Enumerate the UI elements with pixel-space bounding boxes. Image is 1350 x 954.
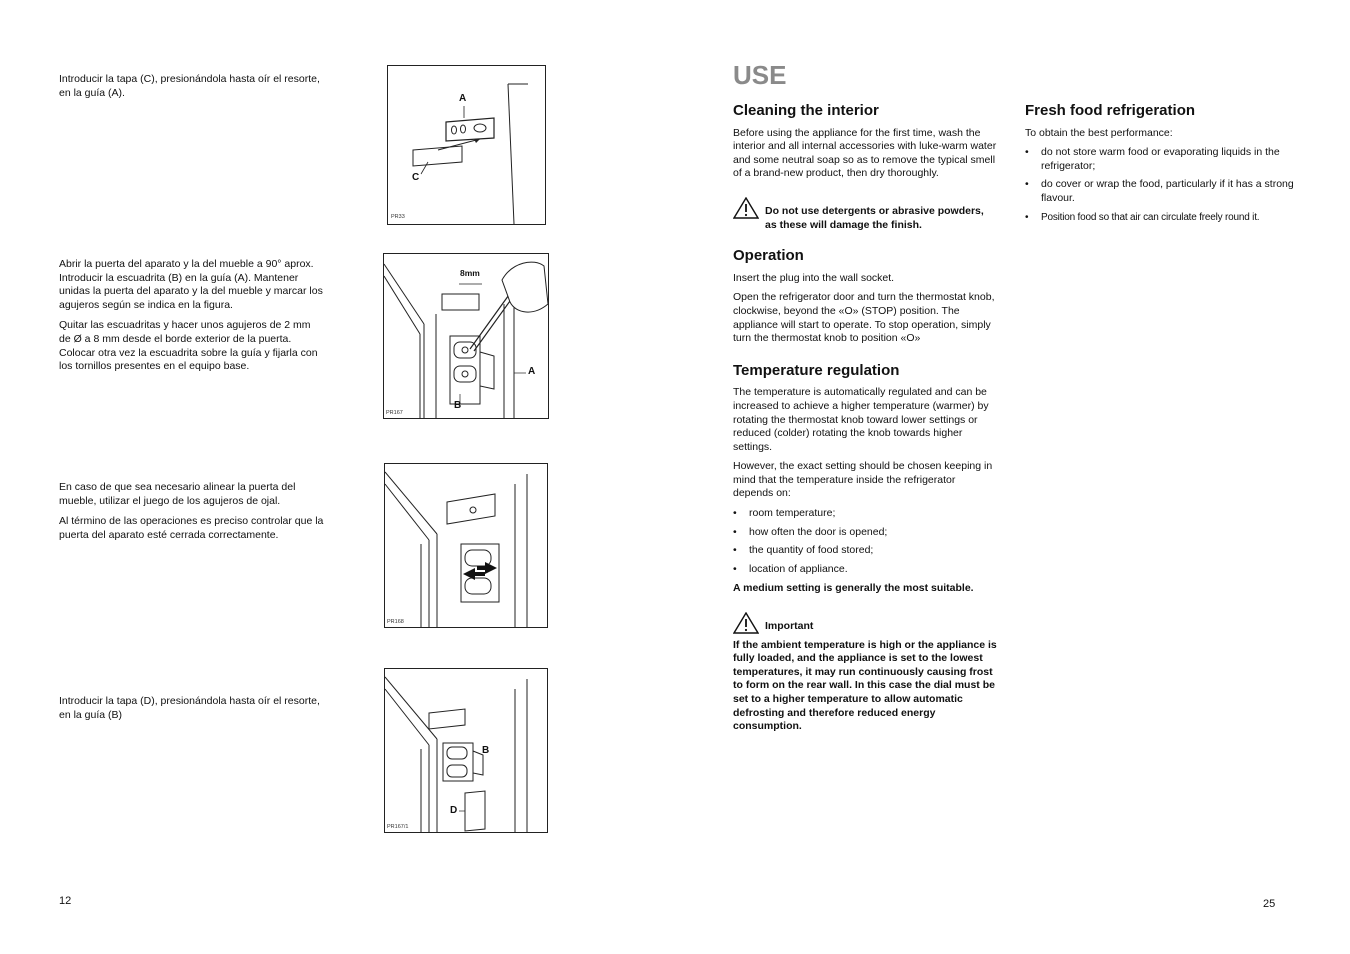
list-item: • the quantity of food stored; (733, 544, 997, 558)
figure-label: A (459, 93, 467, 104)
figure-label: D (450, 805, 458, 816)
instruction-block-2 (59, 258, 324, 381)
important-label: Important (765, 620, 814, 633)
figure-cover-c (387, 65, 546, 225)
heading-operation: Operation (733, 247, 804, 265)
figure-code: PR167/1 (387, 824, 409, 830)
operation-text: Insert the plug into the wall socket. (733, 271, 895, 284)
heading-cleaning: Cleaning the interior (733, 102, 879, 119)
warning-text: Do not use detergents or abrasive powders, as these will damage the finish. (765, 204, 984, 231)
figure-bracket-b (383, 253, 549, 419)
instruction-block-1 (59, 73, 324, 107)
fresh-food-list (1025, 146, 1295, 224)
warning-icon (733, 612, 759, 634)
temperature-factors-list (733, 507, 997, 576)
figure-code: PR33 (391, 214, 405, 220)
warning-icon (733, 197, 759, 219)
instruction-text: Abrir la puerta del aparato y la del mueble a 90° aprox. Introducir la escuadrita (B) en la guía (A). Mantener unidas la puerta del aparato y la del mueble y marcar los agujeros según se indica en la figura. (59, 258, 323, 311)
important-label-row (733, 620, 997, 634)
list-item: • location of appliance. (733, 563, 997, 577)
page-number-right: 25 (1263, 898, 1276, 910)
list-item: • Position food so that air can circulate freely round it. (1025, 211, 1295, 225)
temperature-text: The temperature is automatically regulated and can be increased to achieve a higher temperature (warmer) by rotating the thermostat knob toward lower settings or reduced (colder) rotating the knob towards higher settings. (733, 386, 989, 453)
heading-temperature: Temperature regulation (733, 361, 900, 379)
figure-cover-d (384, 668, 548, 833)
temperature-note: A medium setting is generally the most suitable. (733, 582, 974, 595)
list-item: • how often the door is opened; (733, 526, 997, 540)
instruction-text: Introducir la tapa (C), presionándola hasta oír el resorte, en la guía (A). (59, 73, 320, 99)
fresh-intro: To obtain the best performance: (1025, 126, 1173, 139)
instruction-text: Introducir la tapa (D), presionándola hasta oír el resorte, en la guía (B) (59, 695, 320, 721)
figure-label: C (412, 172, 420, 183)
figure-label: B (482, 745, 490, 756)
instruction-text: Quitar las escuadritas y hacer unos agujeros de 2 mm de Ø a 8 mm desde el borde exterior de la puerta. Colocar otra vez la escuadrita sobre la guía y fijarla con los tornillos presentes en el equipo base. (59, 319, 318, 373)
figure-label: A (528, 366, 536, 377)
instruction-block-4 (59, 695, 324, 729)
section-title: USE (733, 60, 787, 90)
cleaning-warning (733, 205, 997, 232)
operation-text: Open the refrigerator door and turn the thermostat knob, clockwise, beyond the «O» (STOP) position. The appliance will start to operate. To stop operation, simply turn the thermostat knob to position «O» (733, 291, 995, 345)
figure-label: 8mm (460, 268, 480, 278)
heading-fresh-food: Fresh food refrigeration (1025, 102, 1196, 119)
figure-label: B (454, 400, 462, 411)
temperature-text: However, the exact setting should be chosen keeping in mind that the temperature inside the refrigerator depends on: (733, 460, 993, 500)
list-item: • do not store warm food or evaporating liquids in the refrigerator; (1025, 146, 1295, 173)
figure-code: PR167 (386, 410, 403, 416)
list-item: • room temperature; (733, 507, 997, 521)
right-column-1 (733, 104, 997, 740)
important-text: If the ambient temperature is high or the appliance is fully loaded, and the appliance is set to the lowest temperatures, it may run continuously causing frost to form on the rear wall. In this case the dial must be set to a higher temperature to allow automatic defrosting and therefore reduced energy consumption. (733, 638, 997, 733)
page-number-left: 12 (59, 895, 72, 907)
cover-illustration (388, 66, 545, 224)
instruction-text: En caso de que sea necesario alinear la puerta del mueble, utilizar el juego de los agujeros de ojal. (59, 481, 296, 507)
bracket-illustration (384, 254, 548, 418)
alignment-illustration (385, 464, 547, 627)
instruction-block-3 (59, 481, 324, 549)
cover-d-illustration (385, 669, 547, 832)
figure-align-door (384, 463, 548, 628)
figure-code: PR168 (387, 619, 404, 625)
right-column-2 (1025, 104, 1295, 230)
cleaning-text: Before using the appliance for the first time, wash the interior and all internal accessories with luke-warm water and some neutral soap so as to remove the typical smell of a brand-new product, then dry thoroughly. (733, 126, 997, 180)
list-item: • do cover or wrap the food, particularly if it has a strong flavour. (1025, 178, 1295, 205)
instruction-text: Al término de las operaciones es preciso controlar que la puerta del aparato esté cerrada correctamente. (59, 515, 324, 541)
